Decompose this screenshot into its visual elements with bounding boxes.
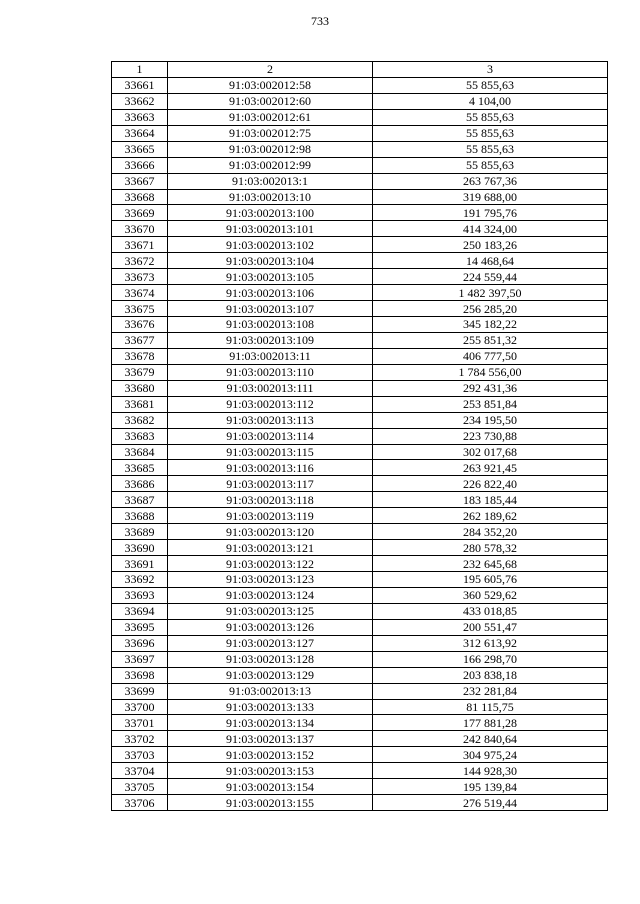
value-cell: 280 578,32: [373, 540, 608, 556]
value-cell: 263 921,45: [373, 460, 608, 476]
table-row: [112, 253, 608, 269]
cadastral-number-cell: 91:03:002012:75: [168, 125, 373, 141]
value-cell: 200 551,47: [373, 619, 608, 635]
cadastral-number-cell: 91:03:002013:154: [168, 779, 373, 795]
cadastral-number-cell: 91:03:002013:100: [168, 205, 373, 221]
cadastral-number-cell: 91:03:002013:107: [168, 301, 373, 317]
table-row: [112, 540, 608, 556]
row-number-cell: 33670: [112, 221, 168, 237]
table-row: [112, 731, 608, 747]
cadastral-number-cell: 91:03:002013:115: [168, 444, 373, 460]
table-row: [112, 619, 608, 635]
header-cell-1: 1: [112, 62, 168, 78]
cadastral-number-cell: 91:03:002013:13: [168, 683, 373, 699]
table-row: [112, 173, 608, 189]
row-number-cell: 33692: [112, 572, 168, 588]
value-cell: 1 784 556,00: [373, 364, 608, 380]
table-header-row: [112, 62, 608, 78]
row-number-cell: 33668: [112, 189, 168, 205]
table-row: [112, 492, 608, 508]
value-cell: 234 195,50: [373, 412, 608, 428]
value-cell: 345 182,22: [373, 317, 608, 333]
table-row: [112, 572, 608, 588]
value-cell: 302 017,68: [373, 444, 608, 460]
cadastral-number-cell: 91:03:002013:133: [168, 699, 373, 715]
value-cell: 232 645,68: [373, 556, 608, 572]
row-number-cell: 33661: [112, 77, 168, 93]
table-row: [112, 524, 608, 540]
table-row: [112, 428, 608, 444]
row-number-cell: 33679: [112, 364, 168, 380]
value-cell: 263 767,36: [373, 173, 608, 189]
table-row: [112, 317, 608, 333]
row-number-cell: 33697: [112, 651, 168, 667]
value-cell: 232 281,84: [373, 683, 608, 699]
value-cell: 319 688,00: [373, 189, 608, 205]
row-number-cell: 33689: [112, 524, 168, 540]
value-cell: 255 851,32: [373, 332, 608, 348]
table-row: [112, 141, 608, 157]
value-cell: 242 840,64: [373, 731, 608, 747]
row-number-cell: 33694: [112, 603, 168, 619]
table-row: [112, 269, 608, 285]
row-number-cell: 33676: [112, 317, 168, 333]
row-number-cell: 33675: [112, 301, 168, 317]
cadastral-number-cell: 91:03:002013:11: [168, 348, 373, 364]
value-cell: 262 189,62: [373, 508, 608, 524]
value-cell: 14 468,64: [373, 253, 608, 269]
value-cell: 284 352,20: [373, 524, 608, 540]
cadastral-number-cell: 91:03:002013:108: [168, 317, 373, 333]
cadastral-number-cell: 91:03:002013:137: [168, 731, 373, 747]
cadastral-number-cell: 91:03:002013:120: [168, 524, 373, 540]
row-number-cell: 33686: [112, 476, 168, 492]
cadastral-number-cell: 91:03:002013:129: [168, 667, 373, 683]
row-number-cell: 33667: [112, 173, 168, 189]
row-number-cell: 33705: [112, 779, 168, 795]
cadastral-number-cell: 91:03:002013:111: [168, 380, 373, 396]
table-row: [112, 301, 608, 317]
cadastral-number-cell: 91:03:002013:125: [168, 603, 373, 619]
cadastral-number-cell: 91:03:002013:124: [168, 587, 373, 603]
cadastral-number-cell: 91:03:002013:113: [168, 412, 373, 428]
row-number-cell: 33669: [112, 205, 168, 221]
value-cell: 276 519,44: [373, 795, 608, 811]
cadastral-number-cell: 91:03:002013:121: [168, 540, 373, 556]
table-row: [112, 125, 608, 141]
value-cell: 226 822,40: [373, 476, 608, 492]
value-cell: 1 482 397,50: [373, 285, 608, 301]
row-number-cell: 33677: [112, 332, 168, 348]
cadastral-number-cell: 91:03:002013:118: [168, 492, 373, 508]
value-cell: 250 183,26: [373, 237, 608, 253]
cadastral-number-cell: 91:03:002013:104: [168, 253, 373, 269]
table-row: [112, 109, 608, 125]
table-row: [112, 332, 608, 348]
value-cell: 312 613,92: [373, 635, 608, 651]
table-row: [112, 396, 608, 412]
value-cell: 195 605,76: [373, 572, 608, 588]
table-row: [112, 77, 608, 93]
value-cell: 292 431,36: [373, 380, 608, 396]
cadastral-number-cell: 91:03:002013:123: [168, 572, 373, 588]
value-cell: 360 529,62: [373, 587, 608, 603]
cadastral-number-cell: 91:03:002013:134: [168, 715, 373, 731]
cadastral-number-cell: 91:03:002013:126: [168, 619, 373, 635]
cadastral-number-cell: 91:03:002012:98: [168, 141, 373, 157]
table-row: [112, 683, 608, 699]
table-row: [112, 157, 608, 173]
table-row: [112, 285, 608, 301]
cadastral-number-cell: 91:03:002013:119: [168, 508, 373, 524]
cadastral-number-cell: 91:03:002013:128: [168, 651, 373, 667]
row-number-cell: 33684: [112, 444, 168, 460]
value-cell: 55 855,63: [373, 109, 608, 125]
cadastral-number-cell: 91:03:002013:114: [168, 428, 373, 444]
cadastral-number-cell: 91:03:002012:61: [168, 109, 373, 125]
value-cell: 183 185,44: [373, 492, 608, 508]
cadastral-number-cell: 91:03:002013:10: [168, 189, 373, 205]
table-row: [112, 651, 608, 667]
cadastral-number-cell: 91:03:002013:153: [168, 763, 373, 779]
table-row: [112, 380, 608, 396]
value-cell: 144 928,30: [373, 763, 608, 779]
page-number: 733: [311, 14, 329, 28]
cadastral-number-cell: 91:03:002012:99: [168, 157, 373, 173]
value-cell: 195 139,84: [373, 779, 608, 795]
table-row: [112, 364, 608, 380]
cadastral-number-cell: 91:03:002013:106: [168, 285, 373, 301]
cadastral-number-cell: 91:03:002012:58: [168, 77, 373, 93]
table-row: [112, 476, 608, 492]
cadastral-number-cell: 91:03:002013:116: [168, 460, 373, 476]
table-row: [112, 635, 608, 651]
table-row: [112, 556, 608, 572]
header-cell-2: 2: [168, 62, 373, 78]
value-cell: 55 855,63: [373, 157, 608, 173]
cadastral-number-cell: 91:03:002013:127: [168, 635, 373, 651]
row-number-cell: 33687: [112, 492, 168, 508]
row-number-cell: 33672: [112, 253, 168, 269]
table-row: [112, 667, 608, 683]
row-number-cell: 33664: [112, 125, 168, 141]
cadastral-number-cell: 91:03:002013:109: [168, 332, 373, 348]
value-cell: 55 855,63: [373, 141, 608, 157]
row-number-cell: 33700: [112, 699, 168, 715]
table-row: [112, 348, 608, 364]
row-number-cell: 33682: [112, 412, 168, 428]
value-cell: 55 855,63: [373, 77, 608, 93]
row-number-cell: 33665: [112, 141, 168, 157]
table-row: [112, 444, 608, 460]
table-row: [112, 508, 608, 524]
value-cell: 414 324,00: [373, 221, 608, 237]
row-number-cell: 33690: [112, 540, 168, 556]
table-row: [112, 221, 608, 237]
table-row: [112, 699, 608, 715]
cadastral-number-cell: 91:03:002013:152: [168, 747, 373, 763]
cadastral-value-table: [111, 61, 608, 811]
table-row: [112, 412, 608, 428]
value-cell: 223 730,88: [373, 428, 608, 444]
table-row: [112, 460, 608, 476]
row-number-cell: 33693: [112, 587, 168, 603]
row-number-cell: 33702: [112, 731, 168, 747]
value-cell: 406 777,50: [373, 348, 608, 364]
row-number-cell: 33696: [112, 635, 168, 651]
table-row: [112, 795, 608, 811]
row-number-cell: 33691: [112, 556, 168, 572]
value-cell: 81 115,75: [373, 699, 608, 715]
cadastral-number-cell: 91:03:002012:60: [168, 93, 373, 109]
value-cell: 177 881,28: [373, 715, 608, 731]
table-row: [112, 93, 608, 109]
row-number-cell: 33701: [112, 715, 168, 731]
cadastral-number-cell: 91:03:002013:122: [168, 556, 373, 572]
header-cell-3: 3: [373, 62, 608, 78]
table-row: [112, 763, 608, 779]
row-number-cell: 33704: [112, 763, 168, 779]
cadastral-number-cell: 91:03:002013:112: [168, 396, 373, 412]
table-row: [112, 747, 608, 763]
value-cell: 253 851,84: [373, 396, 608, 412]
row-number-cell: 33706: [112, 795, 168, 811]
value-cell: 224 559,44: [373, 269, 608, 285]
row-number-cell: 33683: [112, 428, 168, 444]
row-number-cell: 33663: [112, 109, 168, 125]
row-number-cell: 33681: [112, 396, 168, 412]
table-row: [112, 587, 608, 603]
row-number-cell: 33703: [112, 747, 168, 763]
row-number-cell: 33666: [112, 157, 168, 173]
row-number-cell: 33662: [112, 93, 168, 109]
value-cell: 256 285,20: [373, 301, 608, 317]
row-number-cell: 33674: [112, 285, 168, 301]
row-number-cell: 33680: [112, 380, 168, 396]
table-body: [112, 77, 608, 810]
row-number-cell: 33699: [112, 683, 168, 699]
row-number-cell: 33698: [112, 667, 168, 683]
row-number-cell: 33695: [112, 619, 168, 635]
row-number-cell: 33678: [112, 348, 168, 364]
table-row: [112, 189, 608, 205]
row-number-cell: 33685: [112, 460, 168, 476]
cadastral-number-cell: 91:03:002013:1: [168, 173, 373, 189]
table-row: [112, 603, 608, 619]
table-row: [112, 205, 608, 221]
cadastral-number-cell: 91:03:002013:117: [168, 476, 373, 492]
row-number-cell: 33673: [112, 269, 168, 285]
value-cell: 4 104,00: [373, 93, 608, 109]
value-cell: 304 975,24: [373, 747, 608, 763]
row-number-cell: 33688: [112, 508, 168, 524]
cadastral-number-cell: 91:03:002013:102: [168, 237, 373, 253]
row-number-cell: 33671: [112, 237, 168, 253]
cadastral-number-cell: 91:03:002013:101: [168, 221, 373, 237]
table-row: [112, 779, 608, 795]
value-cell: 203 838,18: [373, 667, 608, 683]
cadastral-number-cell: 91:03:002013:110: [168, 364, 373, 380]
value-cell: 166 298,70: [373, 651, 608, 667]
cadastral-number-cell: 91:03:002013:105: [168, 269, 373, 285]
table-row: [112, 715, 608, 731]
cadastral-number-cell: 91:03:002013:155: [168, 795, 373, 811]
value-cell: 55 855,63: [373, 125, 608, 141]
value-cell: 191 795,76: [373, 205, 608, 221]
value-cell: 433 018,85: [373, 603, 608, 619]
table-row: [112, 237, 608, 253]
